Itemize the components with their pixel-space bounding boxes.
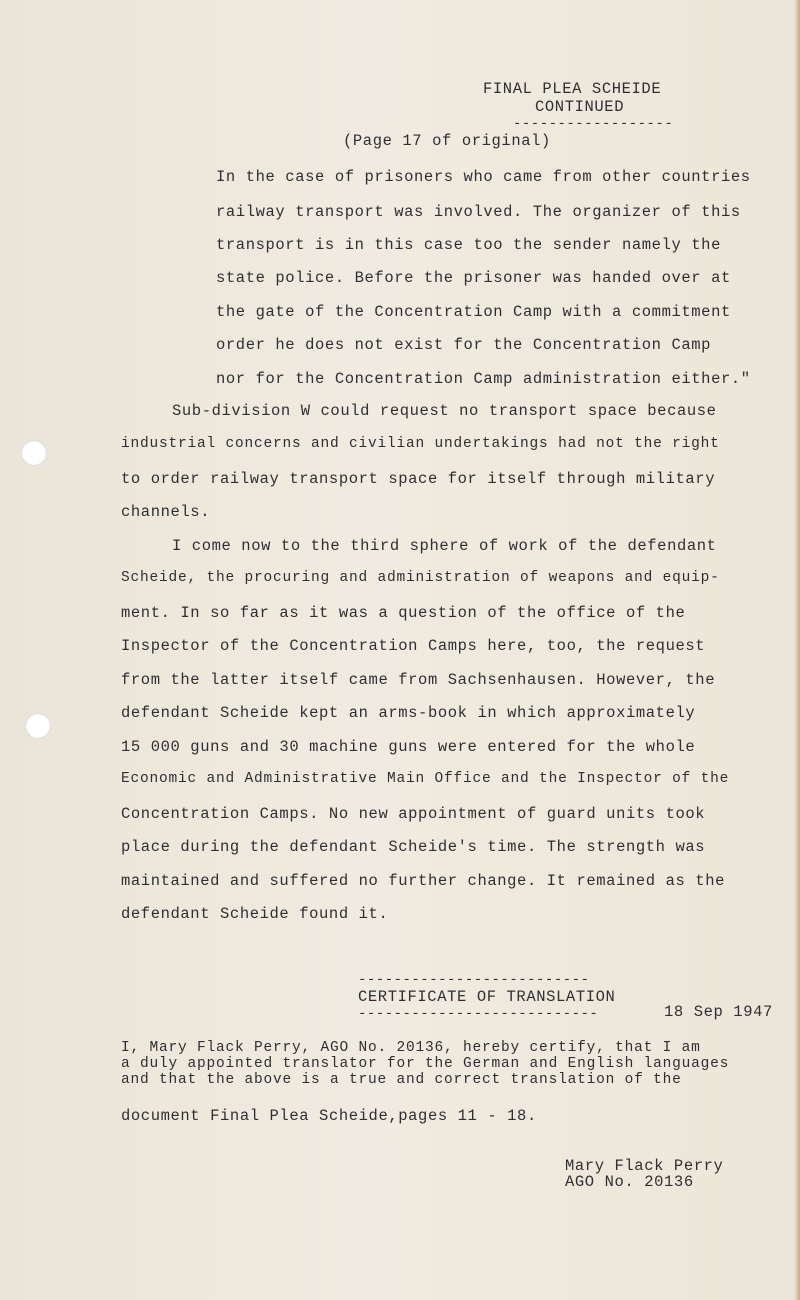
header-title: FINAL PLEA SCHEIDE	[483, 80, 662, 98]
punch-hole	[21, 440, 47, 466]
punch-hole	[25, 713, 51, 739]
body-line: 15 000 guns and 30 machine guns were entered for the whole	[121, 738, 696, 756]
body-line: the gate of the Concentration Camp with a commitment	[216, 303, 731, 321]
body-line: Inspector of the Concentration Camps here, too, the request	[121, 637, 706, 655]
body-line: industrial concerns and civilian undertakings had not the right	[121, 436, 720, 452]
certificate-rule-top: --------------------------	[358, 972, 590, 988]
body-line: to order railway transport space for itself through military	[121, 470, 716, 488]
body-line: from the latter itself came from Sachsenhausen. However, the	[121, 671, 716, 689]
certificate-line: and that the above is a true and correct translation of the	[121, 1072, 682, 1088]
body-line: channels.	[121, 503, 211, 521]
body-line: ment. In so far as it was a question of the office of the	[121, 604, 686, 622]
body-line: Sub-division W could request no transport space because	[172, 402, 717, 420]
body-line: railway transport was involved. The organizer of this	[216, 203, 741, 221]
page-edge	[794, 0, 800, 1300]
certificate-line: a duly appointed translator for the German and English languages	[121, 1056, 730, 1072]
body-line: defendant Scheide kept an arms-book in which approximately	[121, 704, 696, 722]
body-line: defendant Scheide found it.	[121, 905, 389, 923]
header-subtitle: CONTINUED	[535, 98, 625, 116]
signature-name: Mary Flack Perry	[565, 1157, 724, 1175]
body-line: maintained and suffered no further change. It remained as the	[121, 872, 725, 890]
certificate-rule-bottom: ---------------------------	[358, 1006, 599, 1022]
header-rule: ------------------	[513, 116, 674, 132]
body-line: transport is in this case too the sender namely the	[216, 236, 721, 254]
certificate-document-line: document Final Plea Scheide,pages 11 - 18.	[121, 1107, 537, 1125]
body-line: I come now to the third sphere of work of the defendant	[172, 537, 717, 555]
certificate-title: CERTIFICATE OF TRANSLATION	[358, 988, 616, 1006]
body-line: order he does not exist for the Concentration Camp	[216, 336, 712, 354]
body-line: Economic and Administrative Main Office and the Inspector of the	[121, 771, 730, 787]
certificate-line: I, Mary Flack Perry, AGO No. 20136, hereby certify, that I am	[121, 1040, 701, 1056]
page-note: (Page 17 of original)	[343, 132, 551, 150]
certificate-date: 18 Sep 1947	[664, 1003, 773, 1021]
body-line: In the case of prisoners who came from other countries	[216, 168, 751, 186]
body-line: Scheide, the procuring and administration of weapons and equip-	[121, 570, 720, 586]
body-line: nor for the Concentration Camp administration either."	[216, 370, 751, 388]
body-line: Concentration Camps. No new appointment of guard units took	[121, 805, 706, 823]
body-line: place during the defendant Scheide's time. The strength was	[121, 838, 706, 856]
body-line: state police. Before the prisoner was handed over at	[216, 269, 731, 287]
signature-ago: AGO No. 20136	[565, 1173, 694, 1191]
